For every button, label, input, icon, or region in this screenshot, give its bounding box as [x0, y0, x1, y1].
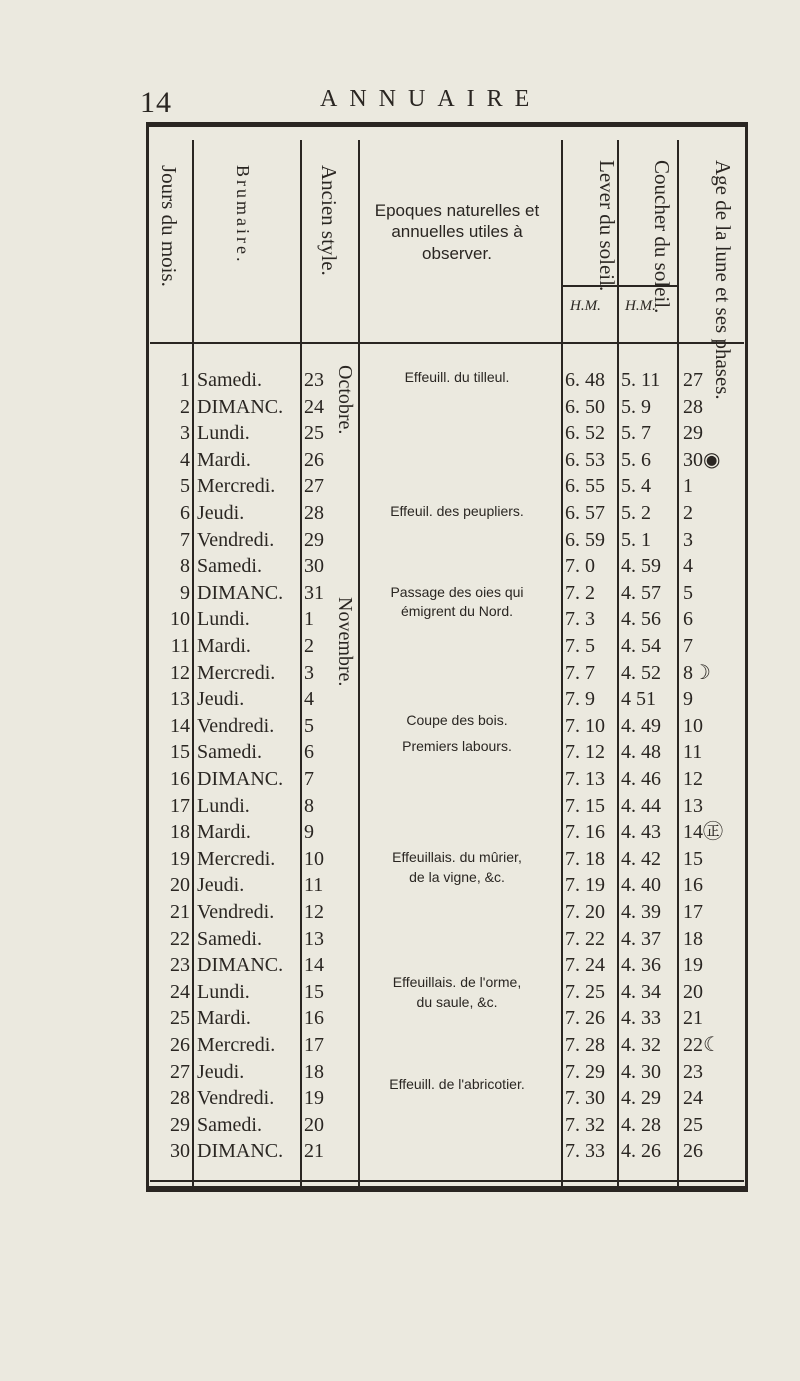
moon-age: 4	[683, 555, 693, 578]
moon-age: 28	[683, 395, 703, 418]
republican-day-name: Samedi.	[197, 927, 262, 950]
day-number: 4	[180, 448, 190, 471]
sunrise-time: 7. 7	[565, 661, 595, 684]
sunrise-time: 7. 16	[565, 821, 605, 844]
day-number: 24	[170, 980, 190, 1003]
old-style-date: 7	[304, 768, 314, 790]
sunset-time: 4. 33	[621, 1007, 661, 1030]
header-age-lune: Age de la lune et ses phases.	[711, 160, 735, 400]
republican-day-name: Mercredi.	[197, 847, 276, 870]
sunset-time: 4. 42	[621, 847, 661, 870]
day-number: 5	[180, 475, 190, 498]
page-number: 14	[140, 86, 172, 119]
old-style-date: 31	[304, 581, 324, 604]
old-style-date: 4	[304, 688, 314, 711]
moon-age: 24	[683, 1087, 703, 1110]
moon-age: 20	[683, 980, 703, 1003]
sunset-time: 4. 36	[621, 954, 661, 977]
moon-age: 15	[683, 847, 703, 870]
moon-age: 6	[683, 608, 693, 631]
old-style-date: 2	[304, 635, 314, 657]
day-number: 22	[170, 927, 190, 950]
republican-day-name: DIMANC.	[197, 581, 284, 604]
sunset-time: 5. 11	[621, 369, 661, 391]
moon-age: 12	[683, 768, 703, 790]
note-orme-2: du saule, &c.	[416, 994, 498, 1010]
header-rule	[150, 342, 744, 344]
old-style-date: 24	[304, 395, 324, 418]
day-number: 23	[170, 954, 190, 977]
day-number: 6	[180, 502, 190, 524]
moon-age: 29	[683, 422, 703, 445]
sunset-time: 4. 39	[621, 901, 661, 923]
day-number: 7	[180, 528, 190, 551]
republican-day-name: Jeudi.	[197, 1060, 245, 1083]
day-number: 19	[170, 847, 190, 870]
sunset-time: 4. 29	[621, 1087, 661, 1110]
sunset-time: 4. 56	[621, 608, 661, 631]
running-title: ANNUAIRE	[320, 86, 542, 112]
sunset-time: 5. 4	[621, 475, 651, 498]
old-style-date: 9	[304, 821, 314, 844]
day-number: 1	[180, 369, 190, 391]
republican-day-name: Mercredi.	[197, 1034, 276, 1056]
old-style-date: 14	[304, 954, 324, 977]
republican-day-name: Lundi.	[197, 422, 250, 445]
sunset-time: 5. 9	[621, 395, 651, 418]
sunset-time: 4. 28	[621, 1113, 661, 1136]
month-novembre: Novembre.	[334, 597, 356, 687]
sunset-time: 4. 49	[621, 714, 661, 737]
old-style-date: 20	[304, 1113, 324, 1136]
old-style-date: 11	[304, 874, 324, 897]
sunrise-time: 6. 48	[565, 369, 605, 391]
note-tilleul: Effeuill. du tilleul.	[404, 369, 510, 385]
sunrise-time: 7. 18	[565, 847, 605, 870]
republican-day-name: Jeudi.	[197, 688, 245, 711]
sunrise-time: 6. 50	[565, 395, 605, 418]
moon-age: 11	[683, 741, 703, 764]
month-octobre: Octobre.	[334, 365, 356, 435]
column-rule	[358, 140, 360, 1188]
sunrise-time: 7. 30	[565, 1087, 605, 1110]
old-style-date: 26	[304, 448, 324, 471]
sunrise-time: 7. 9	[565, 688, 595, 711]
sunrise-time: 7. 29	[565, 1060, 605, 1083]
sunset-time: 4. 37	[621, 927, 661, 950]
republican-day-name: Samedi.	[197, 1113, 262, 1136]
sunrise-time: 7. 5	[565, 635, 595, 657]
republican-day-name: Vendredi.	[197, 714, 275, 737]
sunset-time: 5. 6	[621, 448, 651, 471]
old-style-date: 15	[304, 980, 324, 1003]
header-epoques: Epoques naturelles et annuelles utiles à observer.	[374, 201, 540, 263]
header-lever: Lever du soleil.	[595, 160, 619, 292]
moon-age: 25	[683, 1113, 703, 1136]
moon-age: 23	[683, 1060, 703, 1083]
moon-age: 3	[683, 528, 693, 551]
day-number: 25	[170, 1007, 190, 1030]
sunrise-time: 6. 53	[565, 448, 605, 471]
old-style-date: 27	[304, 475, 324, 498]
day-number: 21	[170, 901, 190, 923]
day-number: 26	[170, 1034, 190, 1056]
sunrise-time: 7. 22	[565, 927, 605, 950]
sunset-time: 5. 2	[621, 502, 651, 524]
unit-lever: H.M.	[570, 298, 601, 314]
sunset-time: 4. 57	[621, 581, 661, 604]
republican-day-name: Samedi.	[197, 555, 262, 578]
sunset-time: 4. 46	[621, 768, 661, 790]
republican-day-name: DIMANC.	[197, 768, 284, 790]
sunset-time: 4. 54	[621, 635, 661, 657]
note-labours: Premiers labours.	[402, 738, 512, 754]
sunrise-time: 7. 13	[565, 768, 605, 790]
sunrise-time: 6. 59	[565, 528, 605, 551]
sunset-time: 4. 43	[621, 821, 661, 844]
sunrise-time: 7. 15	[565, 794, 605, 817]
republican-day-name: Mercredi.	[197, 661, 276, 684]
moon-age: 8☽	[683, 661, 711, 684]
note-coupe: Coupe des bois.	[406, 712, 508, 728]
day-number: 17	[170, 794, 190, 817]
sunrise-time: 7. 0	[565, 555, 595, 578]
day-number: 18	[170, 821, 190, 844]
header-brumaire: Brumaire.	[233, 165, 253, 265]
republican-day-name: DIMANC.	[197, 1140, 284, 1163]
moon-age: 1	[683, 475, 693, 498]
republican-day-name: Lundi.	[197, 980, 250, 1003]
note-abricotier: Effeuill. de l'abricotier.	[389, 1076, 525, 1092]
moon-age: 17	[683, 901, 703, 923]
sunrise-time: 7. 20	[565, 901, 605, 923]
day-number: 29	[170, 1113, 190, 1136]
sunset-time: 5. 1	[621, 528, 651, 551]
old-style-date: 6	[304, 741, 314, 764]
note-peupliers: Effeuil. des peupliers.	[390, 503, 524, 519]
moon-age: 27	[683, 369, 703, 391]
old-style-date: 13	[304, 927, 324, 950]
column-rule	[561, 140, 563, 1188]
republican-day-name: Lundi.	[197, 608, 250, 631]
republican-day-name: Mercredi.	[197, 475, 276, 498]
old-style-date: 16	[304, 1007, 324, 1030]
day-number: 3	[180, 422, 190, 445]
day-number: 27	[170, 1060, 190, 1083]
old-style-date: 10	[304, 847, 324, 870]
sunrise-time: 7. 33	[565, 1140, 605, 1163]
sunrise-time: 6. 52	[565, 422, 605, 445]
republican-day-name: Mardi.	[197, 821, 251, 844]
old-style-date: 25	[304, 422, 324, 445]
day-number: 9	[180, 581, 190, 604]
day-number: 11	[170, 635, 190, 657]
moon-age: 16	[683, 874, 703, 897]
day-number: 14	[170, 714, 190, 737]
old-style-date: 12	[304, 901, 324, 923]
republican-day-name: Jeudi.	[197, 874, 245, 897]
old-style-date: 3	[304, 661, 314, 684]
moon-age: 22☾	[683, 1034, 721, 1056]
moon-age: 9	[683, 688, 693, 711]
day-number: 30	[170, 1140, 190, 1163]
moon-age: 19	[683, 954, 703, 977]
sunset-time: 4. 34	[621, 980, 661, 1003]
moon-age: 13	[683, 794, 703, 817]
old-style-date: 18	[304, 1060, 324, 1083]
old-style-date: 17	[304, 1034, 324, 1056]
note-murier-2: de la vigne, &c.	[409, 869, 505, 885]
republican-day-name: Vendredi.	[197, 528, 275, 551]
day-number: 8	[180, 555, 190, 578]
old-style-date: 5	[304, 714, 314, 737]
old-style-date: 19	[304, 1087, 324, 1110]
sunset-time: 4. 48	[621, 741, 661, 764]
sunrise-time: 7. 10	[565, 714, 605, 737]
sunrise-time: 7. 24	[565, 954, 605, 977]
sunset-time: 4. 59	[621, 555, 661, 578]
republican-day-name: Samedi.	[197, 741, 262, 764]
sunset-time: 4. 40	[621, 874, 661, 897]
day-number: 13	[170, 688, 190, 711]
old-style-date: 30	[304, 555, 324, 578]
header-jours: Jours du mois.	[157, 165, 181, 287]
note-oies-1: Passage des oies qui	[390, 584, 524, 600]
sunset-time: 4. 52	[621, 661, 661, 684]
republican-day-name: Vendredi.	[197, 1087, 275, 1110]
republican-day-name: Mardi.	[197, 1007, 251, 1030]
republican-day-name: Vendredi.	[197, 901, 275, 923]
day-number: 2	[180, 395, 190, 418]
republican-day-name: DIMANC.	[197, 395, 284, 418]
day-number: 12	[170, 661, 190, 684]
republican-day-name: Mardi.	[197, 448, 251, 471]
old-style-date: 28	[304, 502, 324, 524]
moon-age: 14㊣	[683, 821, 723, 844]
old-style-date: 23	[304, 369, 324, 391]
footer-rule	[150, 1180, 744, 1182]
sunset-time: 4. 26	[621, 1140, 661, 1163]
moon-age: 7	[683, 635, 693, 657]
day-number: 20	[170, 874, 190, 897]
day-number: 28	[170, 1087, 190, 1110]
republican-day-name: DIMANC.	[197, 954, 284, 977]
sunrise-time: 7. 2	[565, 581, 595, 604]
note-oies-2: émigrent du Nord.	[400, 603, 514, 619]
sunset-time: 4. 44	[621, 794, 661, 817]
moon-age: 21	[683, 1007, 703, 1030]
column-rule	[677, 140, 679, 1188]
republican-day-name: Samedi.	[197, 369, 262, 391]
sunset-time: 4. 32	[621, 1034, 661, 1056]
note-orme-1: Effeuillais. de l'orme,	[392, 974, 522, 990]
sunrise-time: 6. 57	[565, 502, 605, 524]
header-coucher: Coucher du soleil.	[650, 160, 674, 314]
note-murier-1: Effeuillais. du mûrier,	[392, 849, 522, 865]
day-number: 15	[170, 741, 190, 764]
column-rule	[300, 140, 302, 1188]
republican-day-name: Jeudi.	[197, 502, 245, 524]
sunrise-time: 7. 26	[565, 1007, 605, 1030]
unit-coucher: H.M.	[625, 298, 656, 314]
moon-age: 26	[683, 1140, 703, 1163]
moon-age: 18	[683, 927, 703, 950]
sunset-time: 5. 7	[621, 422, 651, 445]
republican-day-name: Lundi.	[197, 794, 250, 817]
sunrise-time: 6. 55	[565, 475, 605, 498]
republican-day-name: Mardi.	[197, 635, 251, 657]
column-rule	[192, 140, 194, 1188]
sunrise-time: 7. 25	[565, 980, 605, 1003]
old-style-date: 8	[304, 794, 314, 817]
sunrise-time: 7. 28	[565, 1034, 605, 1056]
header-ancien-style: Ancien style.	[317, 165, 341, 276]
old-style-date: 1	[304, 608, 314, 631]
sunset-time: 4. 30	[621, 1060, 661, 1083]
sunrise-time: 7. 19	[565, 874, 605, 897]
moon-age: 10	[683, 714, 703, 737]
old-style-date: 21	[304, 1140, 324, 1163]
moon-age: 5	[683, 581, 693, 604]
old-style-date: 29	[304, 528, 324, 551]
day-number: 16	[170, 768, 190, 790]
sunrise-time: 7. 32	[565, 1113, 605, 1136]
sunrise-time: 7. 3	[565, 608, 595, 631]
moon-age: 2	[683, 502, 693, 524]
column-rule	[617, 140, 619, 1188]
moon-age: 30◉	[683, 448, 721, 471]
sunrise-time: 7. 12	[565, 741, 605, 764]
sunset-time: 4 51	[621, 688, 656, 711]
day-number: 10	[170, 608, 190, 631]
